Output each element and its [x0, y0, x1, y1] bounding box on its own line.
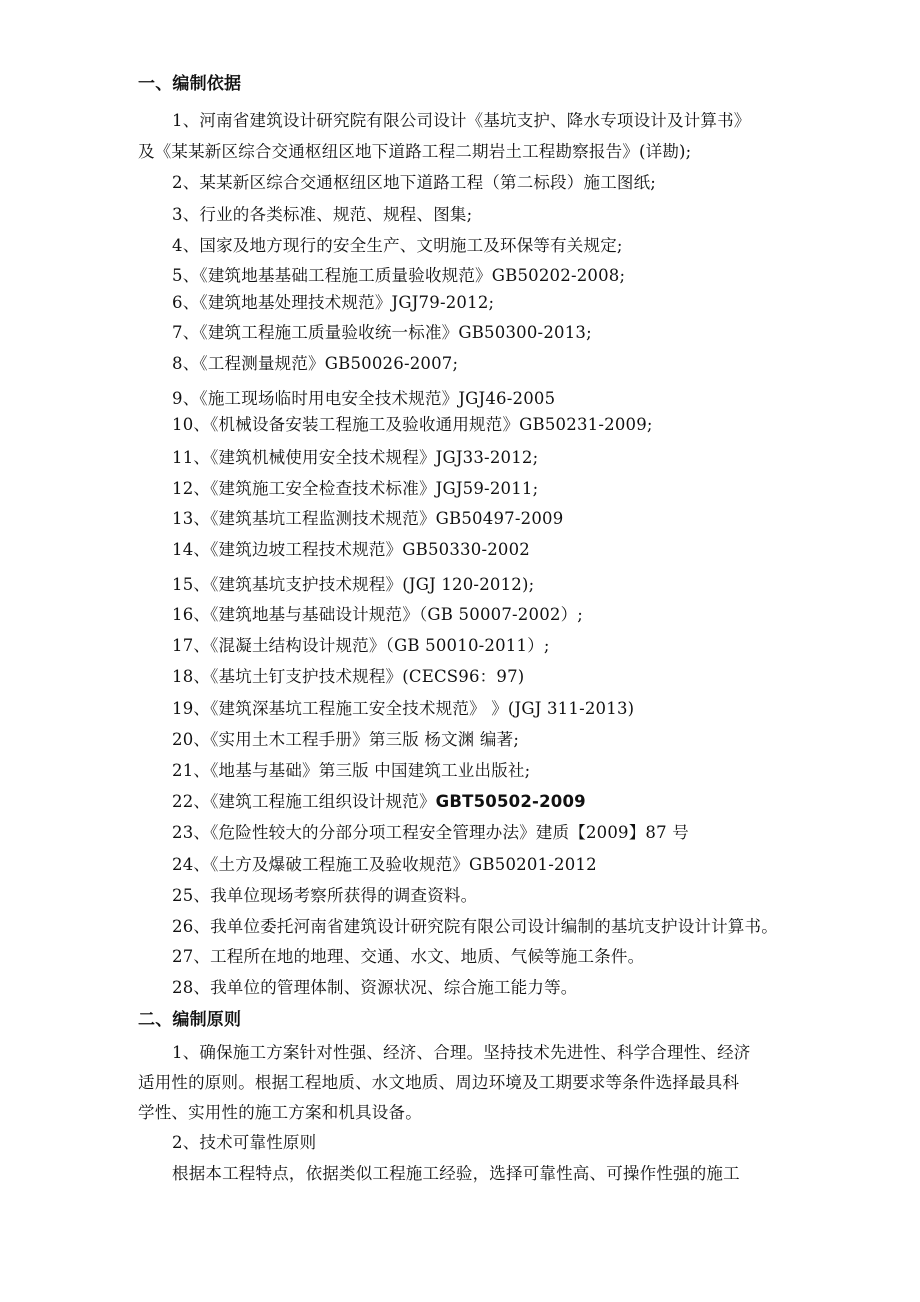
basis-item-22	[172, 792, 586, 812]
basis-item-16: 16、《建筑地基与基础设计规范》（GB 50007-2002）;	[172, 605, 584, 624]
principle-2-line-1: 根据本工程特点，依据类似工程施工经验，选择可靠性高、可操作性强的施工	[172, 1164, 740, 1183]
basis-item-6: 6、《建筑地基处理技术规范》JGJ79-2012;	[172, 293, 495, 312]
basis-item-18: 18、《基坑土钉支护技术规程》(CECS96：97)	[172, 667, 525, 686]
basis-item-1: 1、河南省建筑设计研究院有限公司设计《基坑支护、降水专项设计及计算书》	[172, 111, 751, 130]
principle-1-line-2: 适用性的原则。根据工程地质、水文地质、周边环境及工期要求等条件选择最具科	[138, 1073, 740, 1092]
basis-item-8: 8、《工程测量规范》GB50026-2007;	[172, 354, 459, 373]
basis-item-1-cont: 及《某某新区综合交通枢纽区地下道路工程二期岩土工程勘察报告》(详勘);	[138, 142, 692, 161]
basis-item-9: 9、《施工现场临时用电安全技术规范》JGJ46-2005	[172, 389, 556, 408]
basis-item-20: 20、《实用土木工程手册》第三版 杨文渊 编著;	[172, 730, 520, 749]
principle-2-title: 2、技术可靠性原则	[172, 1133, 317, 1152]
basis-item-3: 3、行业的各类标准、规范、规程、图集;	[172, 205, 473, 224]
basis-item-23: 23、《危险性较大的分部分项工程安全管理办法》建质【2009】87 号	[172, 823, 689, 842]
basis-item-2: 2、某某新区综合交通枢纽区地下道路工程（第二标段）施工图纸;	[172, 173, 657, 192]
basis-item-17: 17、《混凝土结构设计规范》（GB 50010-2011）;	[172, 636, 550, 655]
principle-1-line-3: 学性、实用性的施工方案和机具设备。	[138, 1103, 422, 1122]
basis-item-14: 14、《建筑边坡工程技术规范》GB50330-2002	[172, 540, 531, 559]
basis-item-15: 15、《建筑基坑支护技术规程》(JGJ 120-2012);	[172, 575, 535, 594]
basis-item-25: 25、我单位现场考察所获得的调查资料。	[172, 886, 478, 905]
basis-item-19: 19、《建筑深基坑工程施工安全技术规范》 》(JGJ 311-2013)	[172, 699, 635, 718]
basis-item-11: 11、《建筑机械使用安全技术规程》JGJ33-2012;	[172, 448, 539, 467]
basis-item-22-title: 22、《建筑工程施工组织设计规范》	[172, 792, 436, 811]
principle-1-line-1: 1、确保施工方案针对性强、经济、合理。坚持技术先进性、科学合理性、经济	[172, 1043, 751, 1062]
basis-item-12: 12、《建筑施工安全检查技术标准》JGJ59-2011;	[172, 479, 539, 498]
basis-item-5: 5、《建筑地基基础工程施工质量验收规范》GB50202-2008;	[172, 266, 626, 285]
basis-item-4: 4、国家及地方现行的安全生产、文明施工及环保等有关规定;	[172, 236, 623, 255]
section-heading-principles: 二、编制原则	[138, 1010, 242, 1030]
basis-item-26: 26、我单位委托河南省建筑设计研究院有限公司设计编制的基坑支护设计计算书。	[172, 917, 778, 936]
basis-item-22-code: GBT50502-2009	[435, 792, 586, 811]
basis-item-13: 13、《建筑基坑工程监测技术规范》GB50497-2009	[172, 509, 564, 528]
basis-item-7: 7、《建筑工程施工质量验收统一标准》GB50300-2013;	[172, 323, 592, 342]
basis-item-10: 10、《机械设备安装工程施工及验收通用规范》GB50231-2009;	[172, 415, 653, 434]
section-heading-basis: 一、编制依据	[138, 74, 242, 94]
basis-item-21: 21、《地基与基础》第三版 中国建筑工业出版社;	[172, 761, 531, 780]
basis-item-24: 24、《土方及爆破工程施工及验收规范》GB50201-2012	[172, 855, 597, 874]
basis-item-27: 27、工程所在地的地理、交通、水文、地质、气候等施工条件。	[172, 947, 645, 966]
basis-item-28: 28、我单位的管理体制、资源状况、综合施工能力等。	[172, 978, 578, 997]
